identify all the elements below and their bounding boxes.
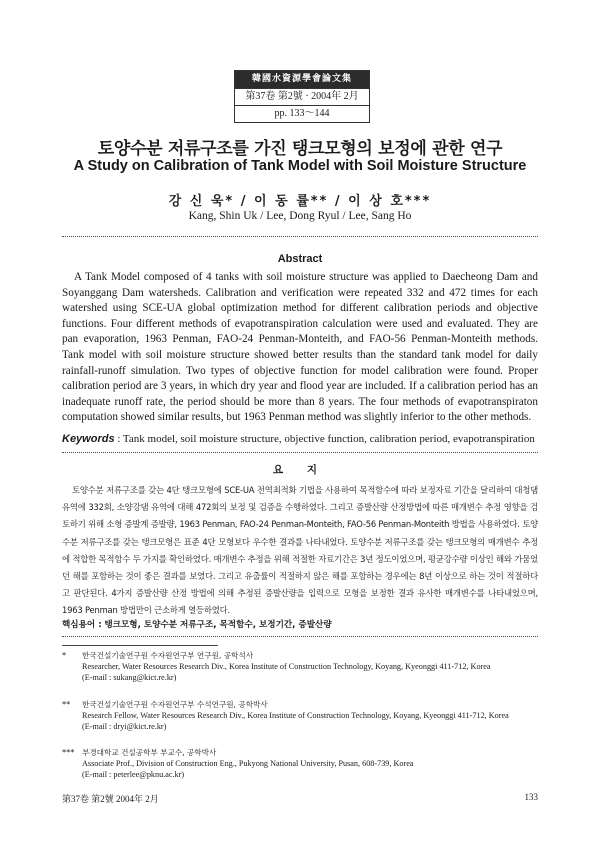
footnote-line: (E-mail : dryi@kict.re.kr)	[82, 722, 167, 732]
summary-body: 토양수분 저류구조를 갖는 4단 탱크모형에 SCE-UA 전역최적화 기법을 사용하여 목적함수에 따라 보정자료 기간을 달리하여 대청댐 유역에 332회, 소양강댐 유역에 대해 472회의 보정 및 검증을 수행하였다. 그리고 증발산량 산정방법에 따른 매개변수 추정 영향을 검토하기 위해 소형 증발계 증발량, 1963 Penman, FAO-24 Penman-Monteith, FAO-56 Penman-Monteith 방법을 사용하였다. 토양수분 저류구조를 갖는 탱크모형은 표준 4단 모형보다 우수한 결과를 나타내었다. 토양수분 저류구조를 갖는 탱크모형의 매개변수 추정에 적합한 목적함수 두 가지를 확인하였다. 매개변수 추정을 위해 적절한 자료기간은 3년 정도이었으며, 평균강수량 이상인 해와 가뭄었던 해를 포함하는 것이 좋은 결과를 보였다. 그리고 유출률이 적절하지 않은 해를 포함하는 경우에는 8년 이상으로 하는 것이 적절하다고 판단된다. 4가지 증발산량 산정 방법에 의해 추정된 증발산량을 입력으로 모형을 보정한 결과 유사한 매개변수를 나타내었으며, 1963 Penman 방법만이 근소하게 열등하였다.	[62, 485, 539, 616]
title-korean: 토양수분 저류구조를 가진 탱크모형의 보정에 관한 연구	[97, 139, 503, 159]
abstract-body: A Tank Model composed of 4 tanks with soil moisture structure was applied to Daecheong Dam and Soyanggang Dam watersheds. Calibration and verification were repeated 332 and 472 times for each watershed using SCE-UA global optimization method for different calibration periods and objective functions. Four different methods of evapotranspiration calculation were used and evaluated. They are pan evaporation, 1963 Penman, FAO-24 Penman-Monteith, and FAO-56 Penman-Monteith methods. Tank model with soil moisture structure showed better results than the standard tank model for daily rainfall-runoff simulation. Two types of objective function for model calibration were found. Proper calibration period are 3 years, in which dry year and flood year are included. If a calibration period has an inadequate runoff rate, the period should be more than 8 years. The four methods of evapotranspiraton computation showed similar results, but 1963 Penman method was slightly inferior to the other methods.	[62, 271, 538, 424]
footnote-mark: *	[62, 650, 67, 660]
footnote-line: 한국건설기술연구원 수자원연구부 수석연구원, 공학박사	[82, 700, 268, 709]
keywords-label: Keywords	[62, 433, 115, 445]
footnote-line: (E-mail : peterlee@pknu.ac.kr)	[82, 770, 185, 780]
footnote-line: 부경대학교 건설공학부 부교수, 공학박사	[82, 748, 217, 757]
divider-bottom	[62, 636, 538, 637]
footer-issue: 第37卷 第2號 2004年 2月	[62, 794, 159, 804]
journal-name: 韓國水資源學會論文集	[235, 71, 369, 88]
footnote-line: 한국건설기술연구원 수자원연구부 연구원, 공학석사	[82, 651, 254, 660]
journal-issue: 第37卷 第2號 · 2004年 2月	[235, 88, 369, 105]
title-english: A Study on Calibration of Tank Model with Soil Moisture Structure	[73, 158, 527, 174]
footnote-3	[62, 747, 538, 781]
journal-pages: pp. 133～144	[235, 105, 369, 122]
footnote-rule	[62, 645, 218, 646]
divider-top	[62, 236, 538, 237]
journal-header-box	[234, 70, 370, 123]
summary-keywords-text: 탱크모형, 토양수분 저류구조, 목적함수, 보정기간, 증발산량	[104, 620, 332, 630]
footnote-2	[62, 699, 538, 733]
footnote-line: (E-mail : sukang@kict.re.kr)	[82, 673, 177, 683]
summary-keywords	[62, 618, 538, 630]
keywords-text: : Tank model, soil moisture structure, objective function, calibration period, evapotranspiration	[117, 433, 535, 445]
footnote-line: Associate Prof., Division of Construction Eng., Pukyong National University, Pusan, 608-739, Korea	[82, 759, 414, 769]
divider-middle	[62, 452, 538, 453]
summary-keywords-label: 핵심용어 :	[62, 620, 102, 630]
authors-korean: 강 신 욱* / 이 동 률** / 이 상 호***	[168, 194, 432, 209]
footnote-line: Research Fellow, Water Resources Research Div., Korea Institute of Construction Technology, Koyang, Kyeonggi 411-712, Korea	[82, 711, 509, 721]
abstract-keywords	[62, 433, 538, 445]
footnote-line: Researcher, Water Resources Research Div., Korea Institute of Construction Technology, Koyang, Kyeonggi 411-712, Korea	[82, 662, 491, 672]
footnote-mark: **	[62, 699, 71, 709]
footnote-mark: ***	[62, 747, 75, 757]
summary-heading: 요 지	[273, 464, 327, 476]
abstract-heading: Abstract	[277, 253, 323, 265]
page-number: 133	[524, 792, 538, 802]
authors-english: Kang, Shin Uk / Lee, Dong Ryul / Lee, Sang Ho	[188, 210, 412, 222]
footnote-1	[62, 650, 538, 684]
